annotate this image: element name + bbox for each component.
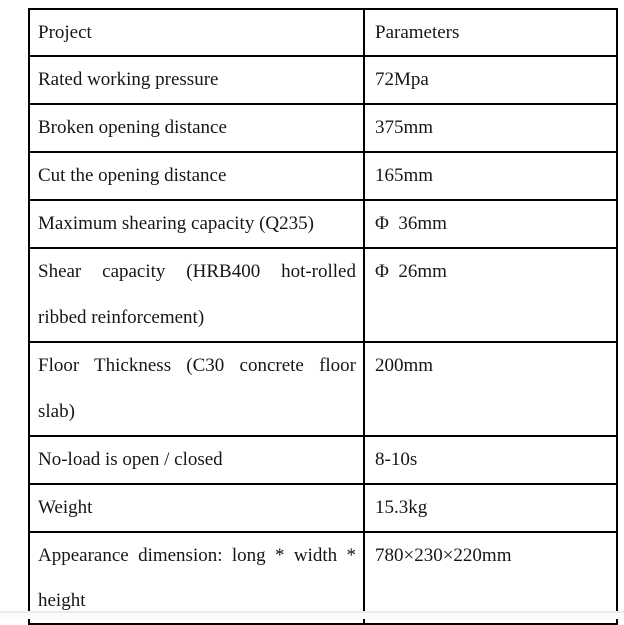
cell-parameter	[364, 248, 617, 342]
project-label: Broken opening distance	[38, 117, 227, 138]
cell-project	[29, 200, 364, 248]
cell-project	[29, 484, 364, 532]
header-cell-parameters	[364, 9, 617, 56]
parameter-value: 15.3kg	[375, 497, 428, 518]
project-label: Rated working pressure	[38, 69, 219, 90]
project-label: Maximum shearing capacity (Q235)	[38, 213, 314, 234]
project-label-line1: Shear capacity (HRB400 hot-rolled	[38, 261, 356, 282]
cell-project	[29, 152, 364, 200]
table-row	[29, 484, 617, 532]
cell-project	[29, 56, 364, 104]
cell-parameter	[364, 342, 617, 436]
cell-parameter	[364, 104, 617, 152]
project-label-line1: Appearance dimension: long * width *	[38, 545, 356, 566]
table-row	[29, 342, 617, 436]
cell-parameter	[364, 200, 617, 248]
table-header-row	[29, 9, 617, 56]
project-label-line2: slab)	[38, 401, 75, 422]
cell-parameter	[364, 152, 617, 200]
project-label-line1: Floor Thickness (C30 concrete floor	[38, 355, 356, 376]
parameter-value: 165mm	[375, 165, 434, 186]
parameter-value: 780×230×220mm	[375, 545, 512, 566]
cell-parameter	[364, 484, 617, 532]
cell-project	[29, 248, 364, 342]
project-label-line2: height	[38, 590, 86, 611]
cell-parameter	[364, 56, 617, 104]
cell-parameter	[364, 436, 617, 484]
project-label: No-load is open / closed	[38, 449, 223, 470]
table-row	[29, 104, 617, 152]
project-label: Weight	[38, 497, 93, 518]
header-cell-project	[29, 9, 364, 56]
cell-project	[29, 342, 364, 436]
parameter-value: Φ 36mm	[375, 213, 447, 234]
table-row	[29, 248, 617, 342]
project-label-line2: ribbed reinforcement)	[38, 307, 205, 328]
cell-project	[29, 436, 364, 484]
cell-project	[29, 104, 364, 152]
table-row	[29, 152, 617, 200]
parameter-value: 8-10s	[375, 449, 418, 470]
parameter-value: 375mm	[375, 117, 434, 138]
parameter-value: 200mm	[375, 355, 434, 376]
header-project-label: Project	[38, 22, 92, 43]
table-row	[29, 200, 617, 248]
table-row	[29, 56, 617, 104]
table-row	[29, 436, 617, 484]
project-label: Cut the opening distance	[38, 165, 227, 186]
page-bottom-divider	[0, 611, 624, 619]
spec-table	[28, 8, 618, 625]
header-parameters-label: Parameters	[375, 22, 460, 43]
parameter-value: Φ 26mm	[375, 261, 447, 282]
parameter-value: 72Mpa	[375, 69, 429, 90]
